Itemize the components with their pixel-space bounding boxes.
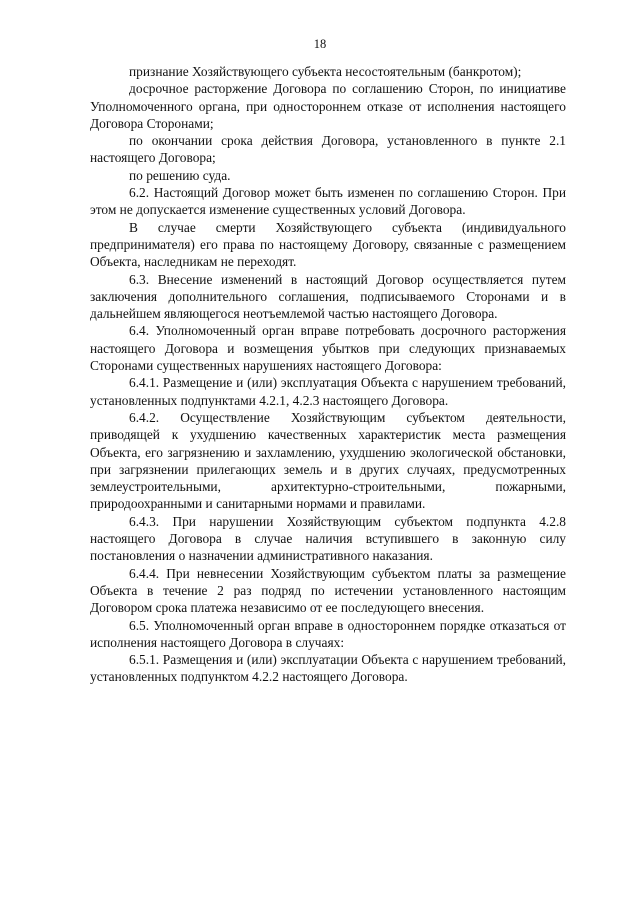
paragraph-bankruptcy: признание Хозяйствующего субъекта несостоятельным (банкротом);: [129, 64, 522, 79]
paragraph-6-4-2: 6.4.2. Осуществление Хозяйствующим субъектом деятельности, приводящей к ухудшению качественных характеристик места размещения Объекта, его загрязнению и захламлению, ухудшению экологической обстановки, при загрязнении прилегающих земель и в других случаях, предусмотренных землеустроительными, архитектурно-строительными, пожарными, природоохранными и санитарными нормами и правилами.: [90, 409, 566, 512]
paragraph-6-4-1: 6.4.1. Размещение и (или) эксплуатация Объекта с нарушением требований, установленных подпунктами 4.2.1, 4.2.3 настоящего Договора.: [90, 375, 566, 408]
paragraph-6-3: 6.3. Внесение изменений в настоящий Договор осуществляется путем заключения дополнительного соглашения, подписываемого Сторонами и в дальнейшем являющегося неотъемлемой частью настоящего Договора.: [90, 271, 566, 322]
paragraph-death-of-entrepreneur: В случае смерти Хозяйствующего субъекта (индивидуального предпринимателя) его права по настоящему Договору, связанные с размещением Объекта, наследникам не переходят.: [90, 219, 566, 270]
paragraph-6-4-3: 6.4.3. При нарушении Хозяйствующим субъектом подпункта 4.2.8 настоящего Договора в случае наличия вступившего в законную силу постановления о назначении административного наказания.: [90, 513, 566, 564]
paragraph-6-4-4: 6.4.4. При невнесении Хозяйствующим субъектом платы за размещение Объекта в течение 2 раз подряд по истечении установленного настоящим Договором срока платежа независимо от ее последующего внесения.: [90, 565, 566, 616]
paragraph-6-4: 6.4. Уполномоченный орган вправе потребовать досрочного расторжения настоящего Договора и возмещения убытков при следующих признаваемых Сторонами существенных нарушениях настоящего Договора:: [90, 323, 566, 374]
document-body: [90, 63, 566, 686]
paragraph-6-2: 6.2. Настоящий Договор может быть изменен по соглашению Сторон. При этом не допускается изменение существенных условий Договора.: [90, 185, 566, 218]
paragraph-early-termination: досрочное расторжение Договора по соглашению Сторон, по инициативе Уполномоченного органа, при одностороннем отказе от исполнения настоящего Договора Сторонами;: [90, 81, 566, 131]
paragraph-6-5: 6.5. Уполномоченный орган вправе в одностороннем порядке отказаться от исполнения настоящего Договора в случаях:: [90, 617, 566, 650]
page-number: 18: [313, 37, 327, 51]
paragraph-6-5-1: 6.5.1. Размещения и (или) эксплуатации Объекта с нарушением требований, установленных подпунктом 4.2.2 настоящего Договора.: [90, 652, 566, 685]
paragraph-term-expiry: по окончании срока действия Договора, установленного в пункте 2.1 настоящего Договора;: [90, 133, 566, 166]
paragraph-court-decision: по решению суда.: [129, 167, 231, 183]
